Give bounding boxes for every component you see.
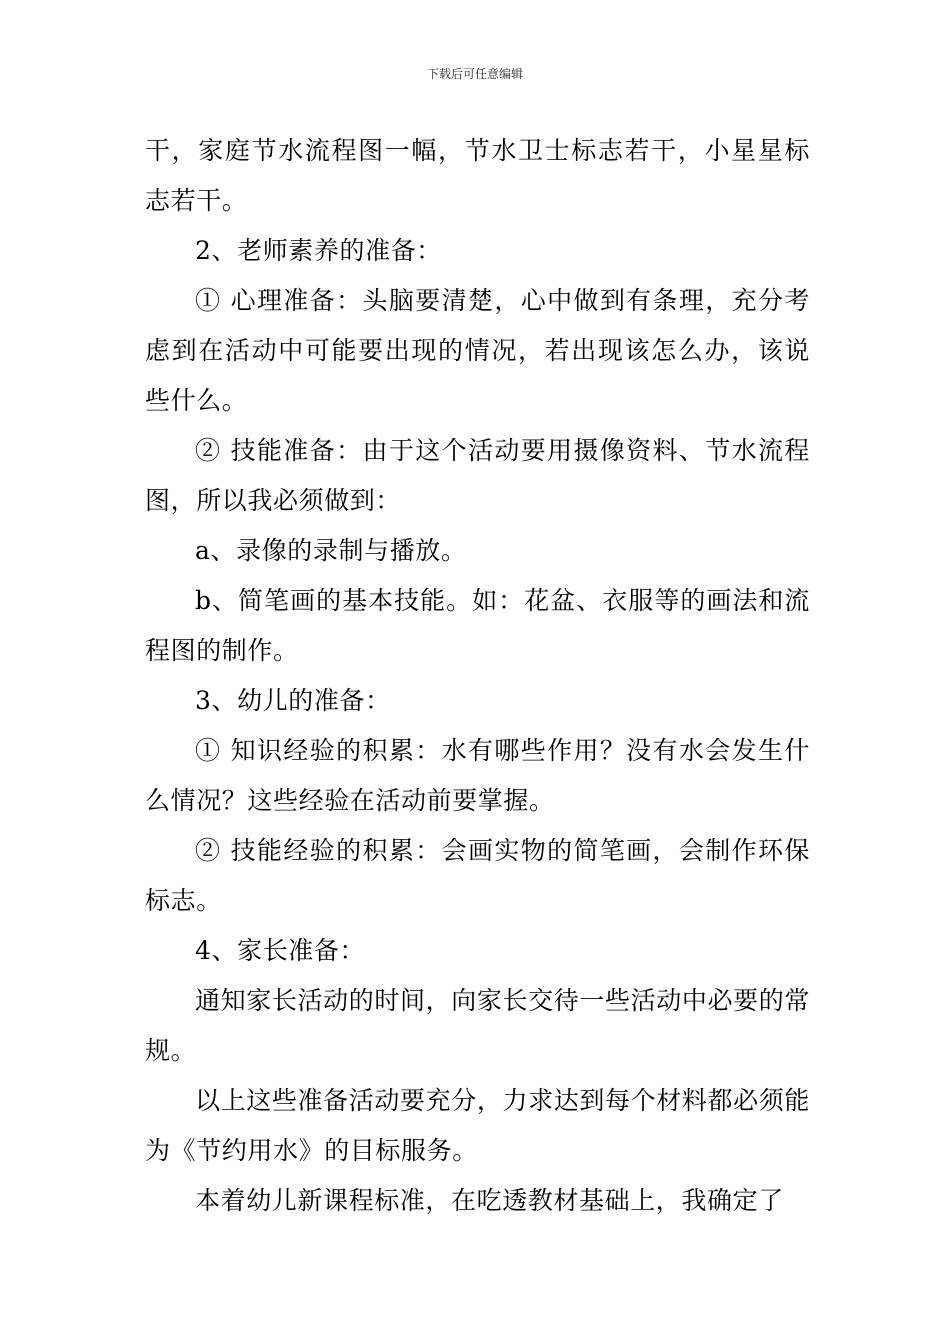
paragraph-curriculum-standard: 本着幼儿新课程标准，在吃透教材基础上，我确定了	[195, 1186, 784, 1215]
page-header: 下载后可任意编辑	[426, 67, 523, 81]
paragraph-notify-parents: 通知家长活动的时间，向家长交待一些活动中必要的常规。	[145, 986, 810, 1065]
paragraph-skill-preparation: ② 技能准备：由于这个活动要用摄像资料、节水流程图，所以我必须做到：	[145, 436, 810, 515]
document-body	[145, 126, 810, 1226]
paragraph-skill-experience: ② 技能经验的积累：会画实物的简笔画，会制作环保标志。	[145, 836, 810, 915]
paragraph-mental-preparation: ① 心理准备：头脑要清楚，心中做到有条理，充分考虑到在活动中可能要出现的情况，若出现该怎么办，该说些什么。	[145, 286, 810, 415]
paragraph-item-b: b、简笔画的基本技能。如：花盆、衣服等的画法和流程图的制作。	[145, 586, 810, 665]
paragraph-knowledge-experience: ① 知识经验的积累：水有哪些作用？没有水会发生什么情况？这些经验在活动前要掌握。	[145, 736, 810, 815]
paragraph-preparation-summary: 以上这些准备活动要充分，力求达到每个材料都必须能为《节约用水》的目标服务。	[145, 1086, 810, 1165]
paragraph-parents-heading: 4、家长准备：	[195, 936, 366, 965]
paragraph-materials-continued: 干，家庭节水流程图一幅，节水卫士标志若干，小星星标志若干。	[145, 136, 810, 215]
paragraph-item-a: a、录像的录制与播放。	[195, 536, 467, 565]
paragraph-teacher-heading: 2、老师素养的准备：	[195, 236, 442, 265]
paragraph-children-heading: 3、幼儿的准备：	[195, 686, 391, 715]
